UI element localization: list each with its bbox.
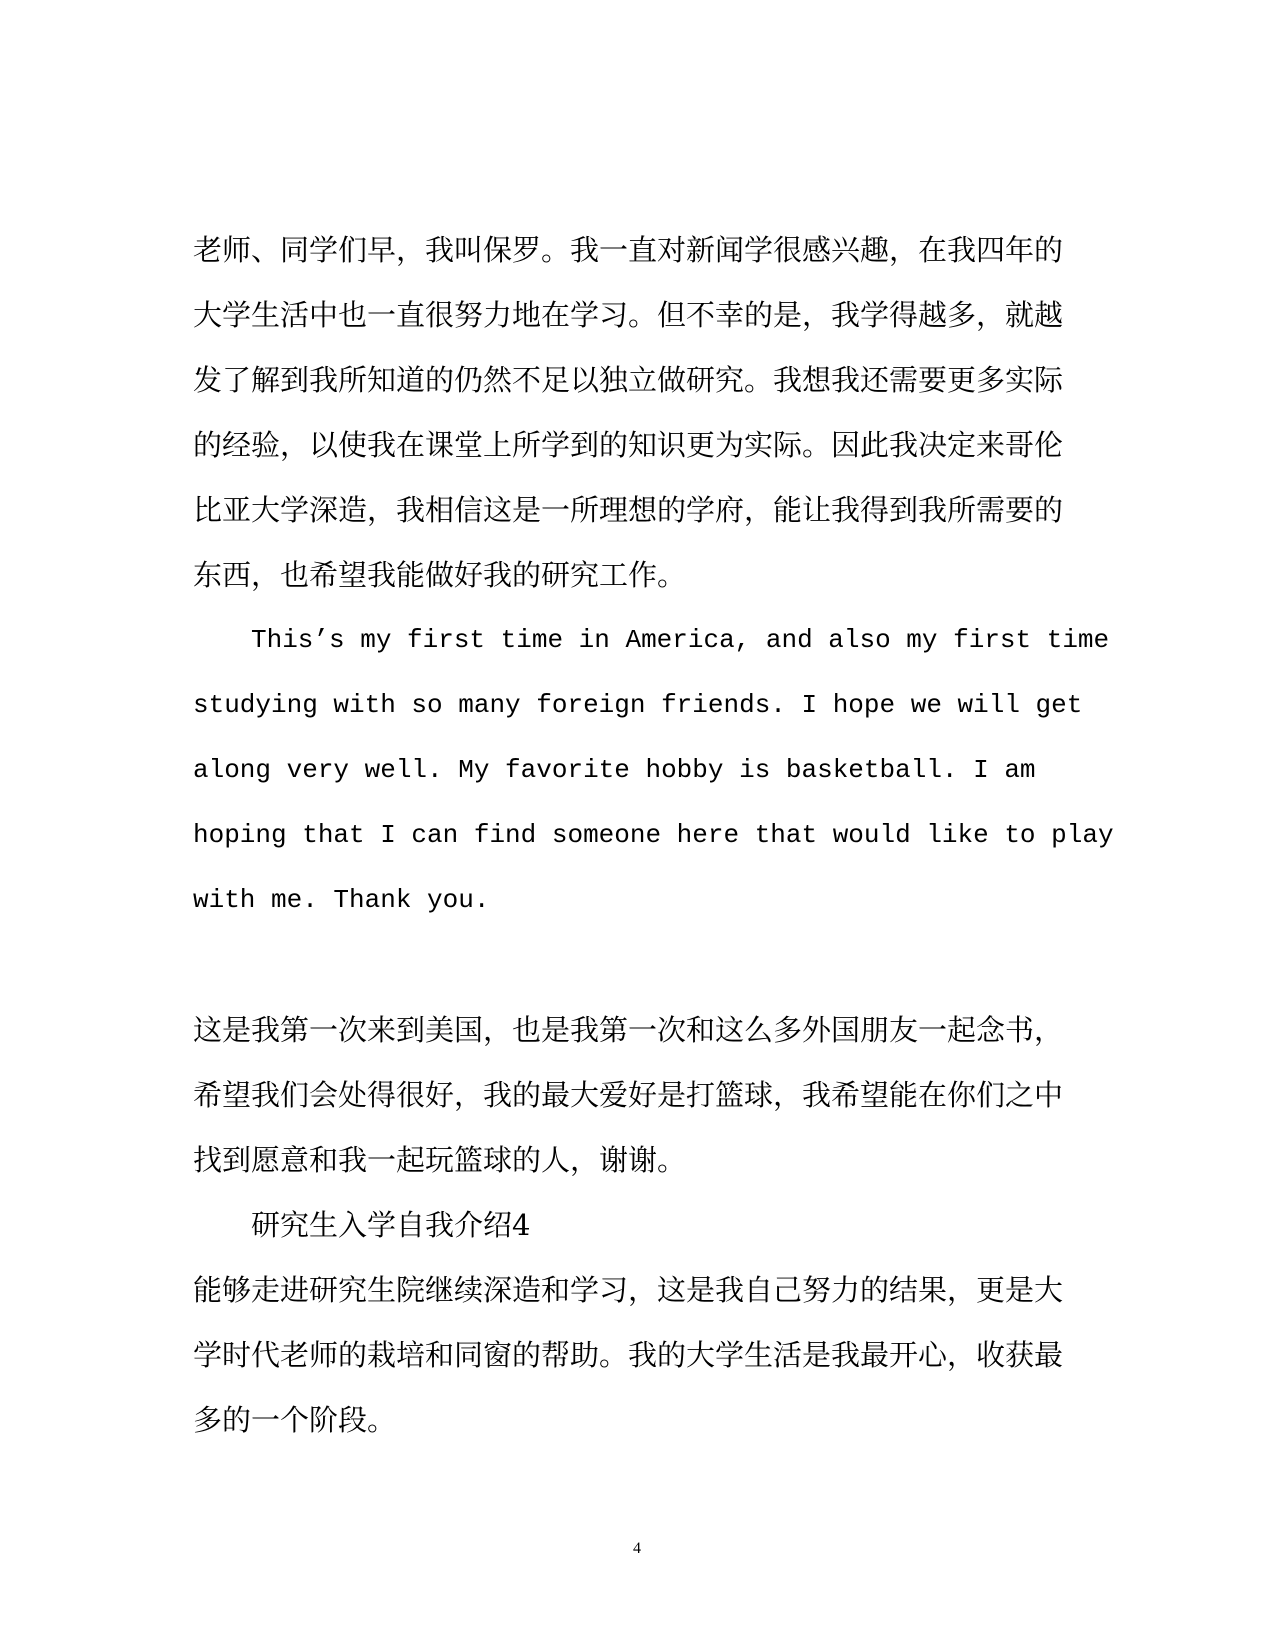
text-line: 比亚大学深造，我相信这是一所理想的学府，能让我得到我所需要的 — [193, 493, 1064, 527]
text-line: 老师、同学们早，我叫保罗。我一直对新闻学很感兴趣，在我四年的 — [193, 233, 1064, 267]
text-line: along very well. My favorite hobby is basketball. I am — [193, 755, 1036, 785]
text-line: 这是我第一次来到美国，也是我第一次和这么多外国朋友一起念书， — [193, 1013, 1064, 1047]
text-line: studying with so many foreign friends. I hope we will get — [193, 690, 1083, 720]
text-line: 希望我们会处得很好，我的最大爱好是打篮球，我希望能在你们之中 — [193, 1078, 1064, 1112]
text-line: 学时代老师的栽培和同窗的帮助。我的大学生活是我最开心，收获最 — [193, 1338, 1064, 1372]
text-line: hoping that I can find someone here that would like to play — [193, 820, 1114, 850]
text-line: This’s my first time in America, and also my first time — [251, 625, 1110, 655]
paragraph-graduate-intro — [193, 1258, 1093, 1453]
text-line: 找到愿意和我一起玩篮球的人，谢谢。 — [193, 1143, 687, 1177]
text-line: 的经验，以使我在课堂上所学到的知识更为实际。因此我决定来哥伦 — [193, 428, 1064, 462]
text-line: 多的一个阶段。 — [193, 1403, 397, 1437]
paragraph-english-intro — [193, 608, 1114, 933]
paragraph-chinese-intro — [193, 218, 1093, 608]
text-line: 大学生活中也一直很努力地在学习。但不幸的是，我学得越多，就越 — [193, 298, 1064, 332]
text-line: with me. Thank you. — [193, 885, 490, 915]
text-line: 发了解到我所知道的仍然不足以独立做研究。我想我还需要更多实际 — [193, 363, 1064, 397]
page-number: 4 — [633, 1540, 641, 1557]
section-heading: 研究生入学自我介绍4 — [251, 1208, 531, 1242]
text-line: 东西，也希望我能做好我的研究工作。 — [193, 558, 687, 592]
paragraph-chinese-translation — [193, 998, 1093, 1193]
text-line: 能够走进研究生院继续深造和学习，这是我自己努力的结果，更是大 — [193, 1273, 1064, 1307]
